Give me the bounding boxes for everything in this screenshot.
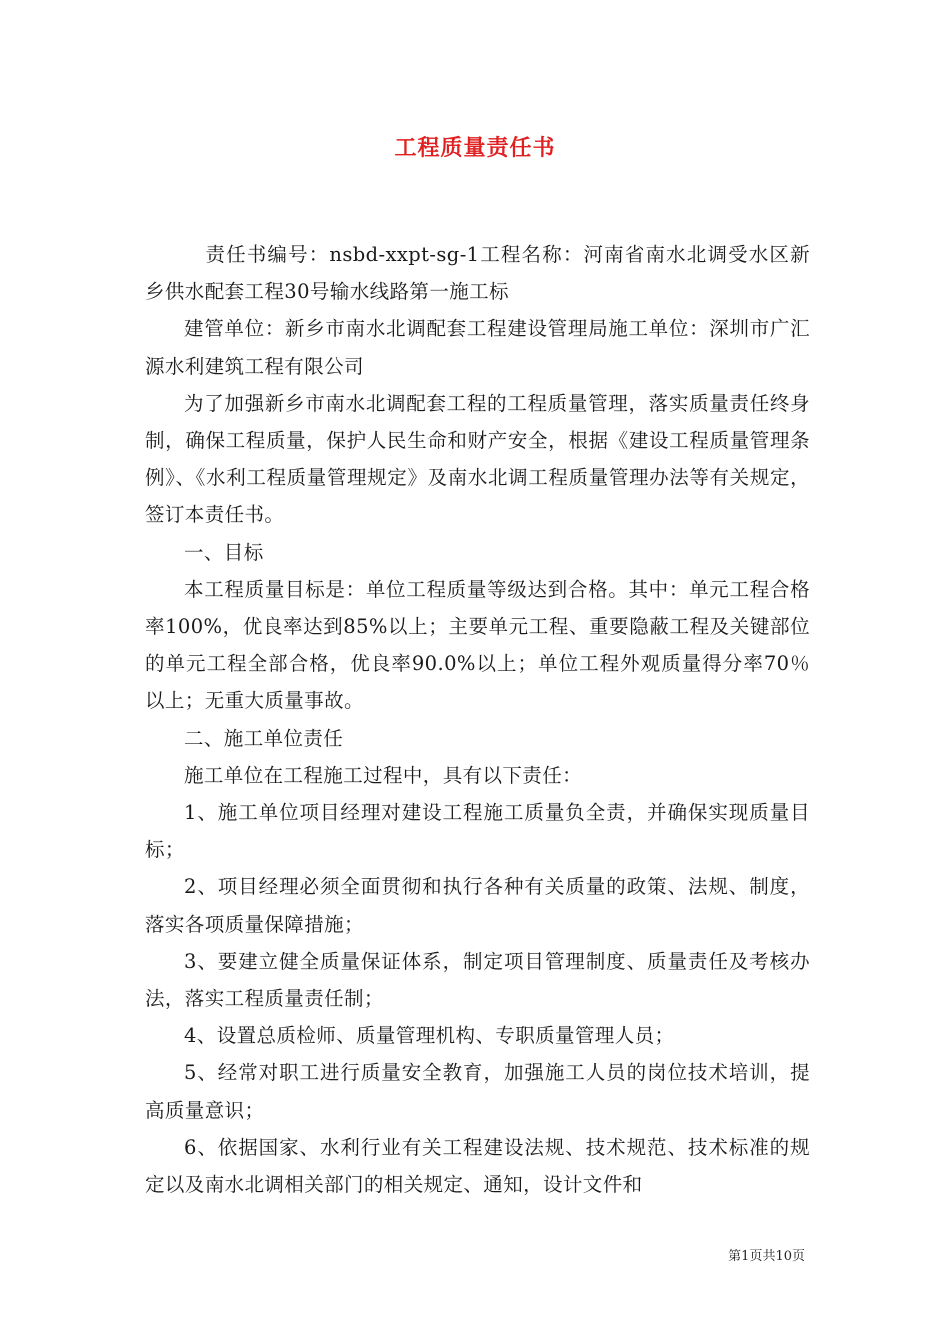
list-item-duty-1: 1、施工单位项目经理对建设工程施工质量负全责，并确保实现质量目标； [145, 801, 810, 862]
list-item-duty-3: 3、要建立健全质量保证体系，制定项目管理制度、质量责任及考核办法，落实工程质量责任制； [145, 949, 810, 1011]
list-item-duty-2: 2、项目经理必须全面贯彻和执行各种有关质量的政策、法规、制度，落实各项质量保障措施； [145, 875, 810, 936]
document-body [145, 236, 810, 1203]
paragraph-duty-intro: 施工单位在工程施工过程中，具有以下责任： [184, 763, 583, 787]
document-title: 工程质量责任书 [394, 135, 556, 161]
page-indicator: 第1页共10页 [728, 1249, 805, 1264]
section-heading-goal: 一、目标 [184, 540, 264, 564]
list-item-duty-4: 4、设置总质检师、质量管理机构、专职质量管理人员； [184, 1024, 675, 1048]
list-item-duty-5: 5、经常对职工进行质量安全教育，加强施工人员的岗位技术培训，提高质量意识； [145, 1061, 810, 1122]
paragraph-purpose: 为了加强新乡市南水北调配套工程的工程质量管理，落实质量责任终身制，确保工程质量，保护人民生命和财产安全，根据《建设工程质量管理条例》、《水利工程质量管理规定》及南水北调工程质量管理办法等有关规定，签订本责任书。 [145, 391, 810, 527]
list-item-duty-6: 6、依据国家、水利行业有关工程建设法规、技术规范、技术标准的规定以及南水北调相关部门的相关规定、通知，设计文件和 [145, 1135, 810, 1197]
paragraph-contract-number: 责任书编号：nsbd-xxpt-sg-1工程名称：河南省南水北调受水区新乡供水配套工程30号输水线路第一施工标 [145, 243, 810, 304]
paragraph-units: 建管单位：新乡市南水北调配套工程建设管理局施工单位：深圳市广汇源水利建筑工程有限公司 [145, 317, 810, 378]
section-heading-contractor-duty: 二、施工单位责任 [184, 726, 344, 750]
paragraph-goal: 本工程质量目标是：单位工程质量等级达到合格。其中：单元工程合格率100%，优良率达到85%以上；主要单元工程、重要隐蔽工程及关键部位的单元工程全部合格，优良率90.0%以上；单位工程外观质量得分率70％以上；无重大质量事故。 [145, 577, 810, 713]
